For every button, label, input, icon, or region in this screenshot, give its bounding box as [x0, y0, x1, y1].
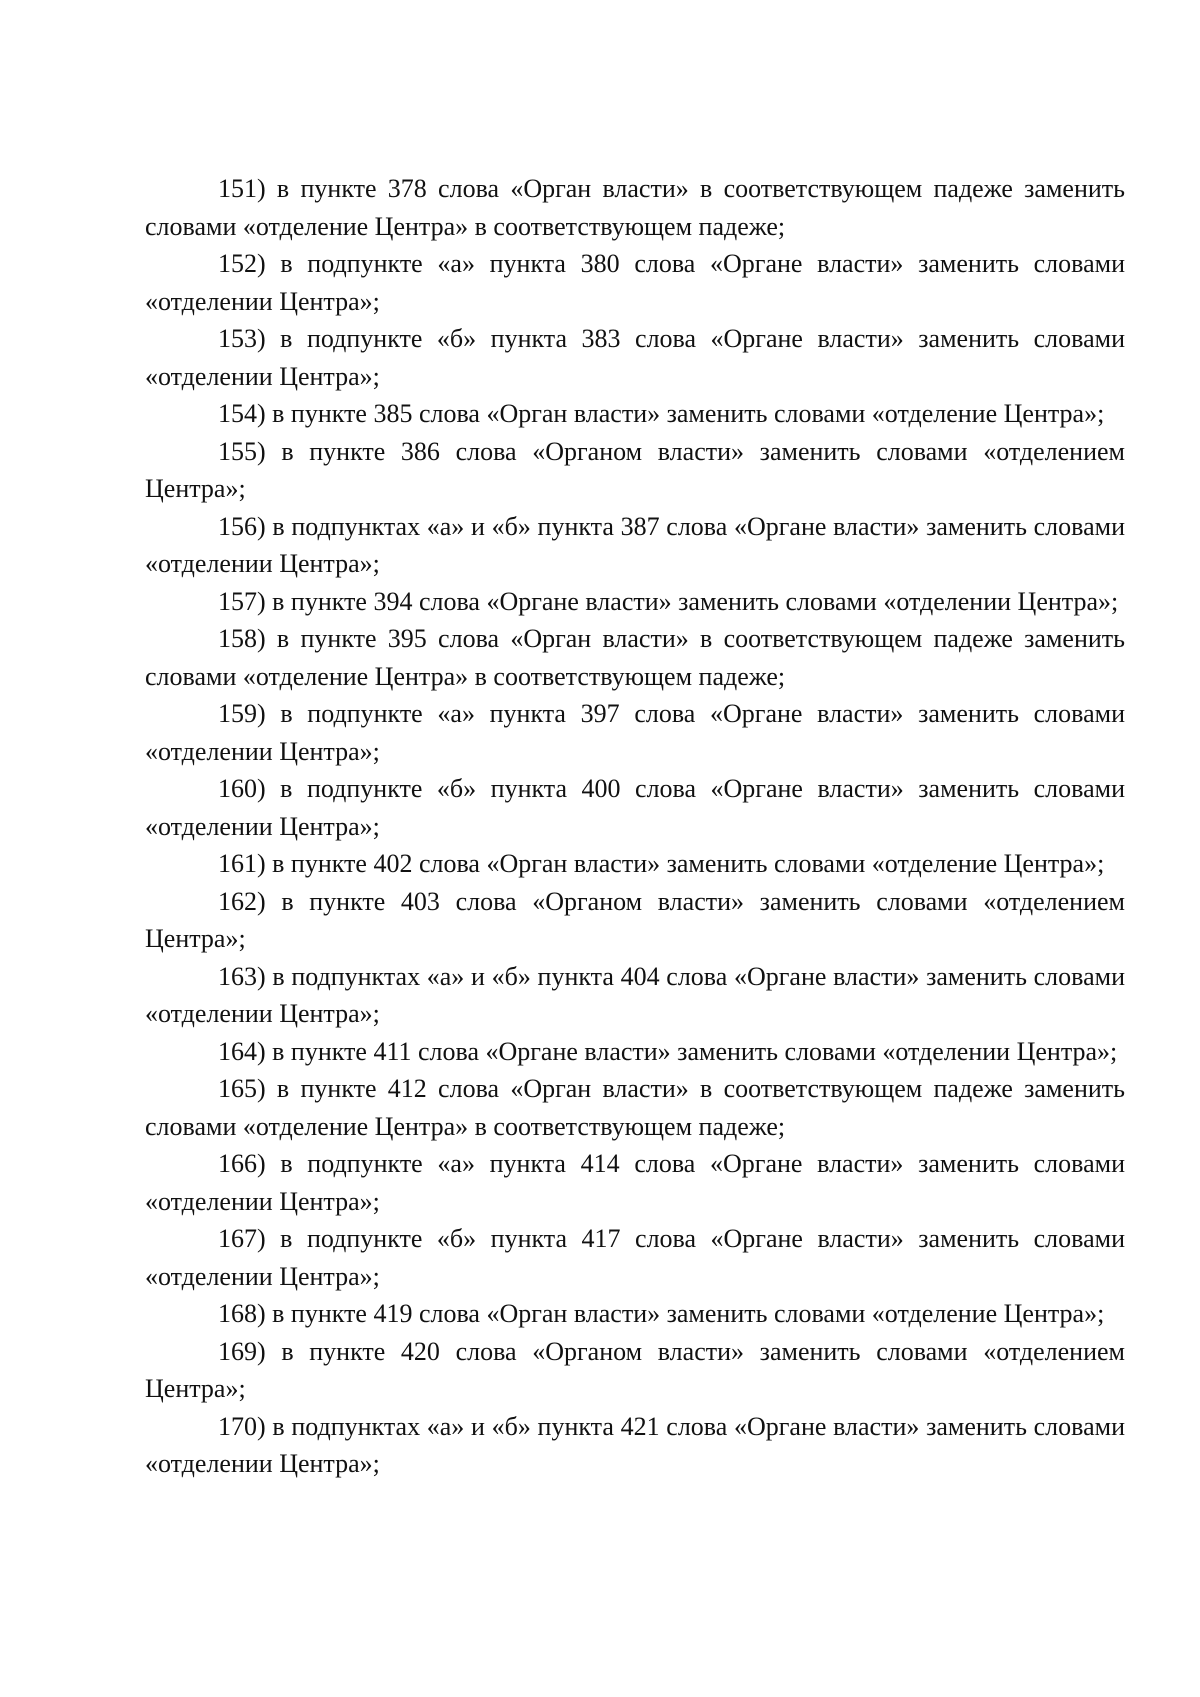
list-item: 156) в подпунктах «а» и «б» пункта 387 слова «Органе власти» заменить словами «отделении Центра»; [145, 511, 1125, 578]
list-item: 165) в пункте 412 слова «Орган власти» в соответствующем падеже заменить словами «отделение Центра» в соответствующем падеже; [145, 1074, 1125, 1141]
list-item: 151) в пункте 378 слова «Орган власти» в соответствующем падеже заменить словами «отделение Центра» в соответствующем падеже; [145, 174, 1125, 241]
list-item: 153) в подпункте «б» пункта 383 слова «Органе власти» заменить словами «отделении Центра»; [145, 324, 1125, 391]
list-item: 162) в пункте 403 слова «Органом власти» заменить словами «отделением Центра»; [145, 886, 1125, 953]
list-item: 154) в пункте 385 слова «Орган власти» заменить словами «отделение Центра»; [218, 399, 1105, 428]
list-item: 152) в подпункте «а» пункта 380 слова «Органе власти» заменить словами «отделении Центра»; [145, 249, 1125, 316]
list-item: 170) в подпунктах «а» и «б» пункта 421 слова «Органе власти» заменить словами «отделении Центра»; [145, 1411, 1125, 1478]
list-item: 164) в пункте 411 слова «Органе власти» заменить словами «отделении Центра»; [218, 1036, 1118, 1066]
document-body [145, 170, 1125, 1483]
list-item: 159) в подпункте «а» пункта 397 слова «Органе власти» заменить словами «отделении Центра»; [145, 699, 1125, 766]
list-item: 169) в пункте 420 слова «Органом власти» заменить словами «отделением Центра»; [145, 1336, 1125, 1403]
list-item: 167) в подпункте «б» пункта 417 слова «Органе власти» заменить словами «отделении Центра»; [145, 1224, 1125, 1291]
list-item: 166) в подпункте «а» пункта 414 слова «Органе власти» заменить словами «отделении Центра»; [145, 1149, 1125, 1216]
list-item: 155) в пункте 386 слова «Органом власти» заменить словами «отделением Центра»; [145, 436, 1125, 503]
list-item: 161) в пункте 402 слова «Орган власти» заменить словами «отделение Центра»; [218, 849, 1105, 878]
list-item: 168) в пункте 419 слова «Орган власти» заменить словами «отделение Центра»; [218, 1299, 1105, 1328]
list-item: 160) в подпункте «б» пункта 400 слова «Органе власти» заменить словами «отделении Центра»; [145, 774, 1125, 841]
list-item: 157) в пункте 394 слова «Органе власти» заменить словами «отделении Центра»; [218, 586, 1119, 616]
list-item: 163) в подпунктах «а» и «б» пункта 404 слова «Органе власти» заменить словами «отделении Центра»; [145, 961, 1125, 1028]
list-item: 158) в пункте 395 слова «Орган власти» в соответствующем падеже заменить словами «отделение Центра» в соответствующем падеже; [145, 624, 1125, 691]
